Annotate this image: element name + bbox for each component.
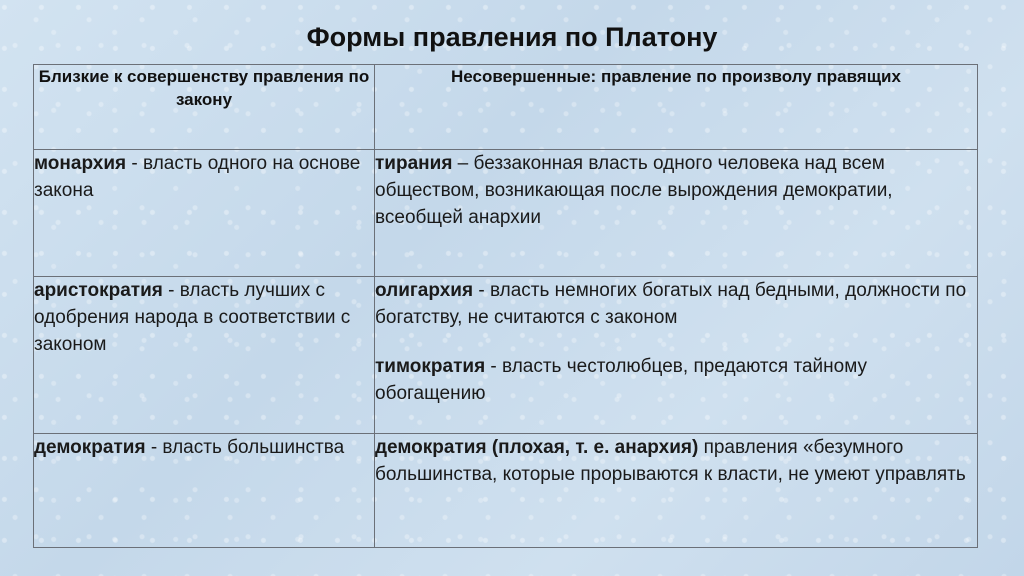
- form-term: демократия: [34, 437, 146, 458]
- form-term: тимократия: [375, 356, 486, 377]
- form-description: - власть одного на основе закона: [34, 153, 361, 201]
- row-right-cell: [375, 277, 978, 434]
- header-right-cell: [375, 65, 978, 150]
- form-description: - власть лучших с одобрения народа в соответствии с законом: [34, 280, 351, 355]
- slide-title: Формы правления по Платону: [306, 22, 718, 52]
- header-right-text: Несовершенные: правление по произволу правящих: [451, 67, 901, 86]
- table-header-row: [34, 65, 978, 150]
- form-term: демократия (плохая, т. е. анархия): [375, 437, 699, 458]
- form-paragraph: [375, 150, 977, 231]
- header-left-cell: [34, 65, 375, 150]
- form-term: аристократия: [34, 280, 163, 301]
- form-description: - власть немногих богатых над бедными, должности по богатству, не считаются с законом: [375, 280, 967, 328]
- row-right-cell: [375, 150, 978, 277]
- form-paragraph: [375, 353, 977, 407]
- table-row: [34, 277, 978, 434]
- row-right-cell: [375, 434, 978, 548]
- form-description: - власть большинства: [145, 437, 345, 458]
- table-row: [34, 434, 978, 548]
- form-description: - власть честолюбцев, предаются тайному обогащению: [375, 356, 867, 404]
- row-left-cell: [34, 434, 375, 548]
- form-term: олигархия: [375, 280, 474, 301]
- form-term: монархия: [34, 153, 127, 174]
- form-term: тирания: [375, 153, 453, 174]
- form-description: – беззаконная власть одного человека над всем обществом, возникающая после вырождения демократии, всеобщей анархии: [375, 153, 893, 228]
- form-paragraph: [375, 434, 977, 488]
- header-left-text: Близкие к совершенству правления по закону: [38, 67, 370, 109]
- row-left-cell: [34, 150, 375, 277]
- form-description: правления «безумного большинства, которые прорываются к власти, не умеют управлять: [375, 437, 966, 485]
- form-paragraph: [375, 277, 977, 331]
- table-row: [34, 150, 978, 277]
- row-left-cell: [34, 277, 375, 434]
- forms-table: [33, 64, 978, 548]
